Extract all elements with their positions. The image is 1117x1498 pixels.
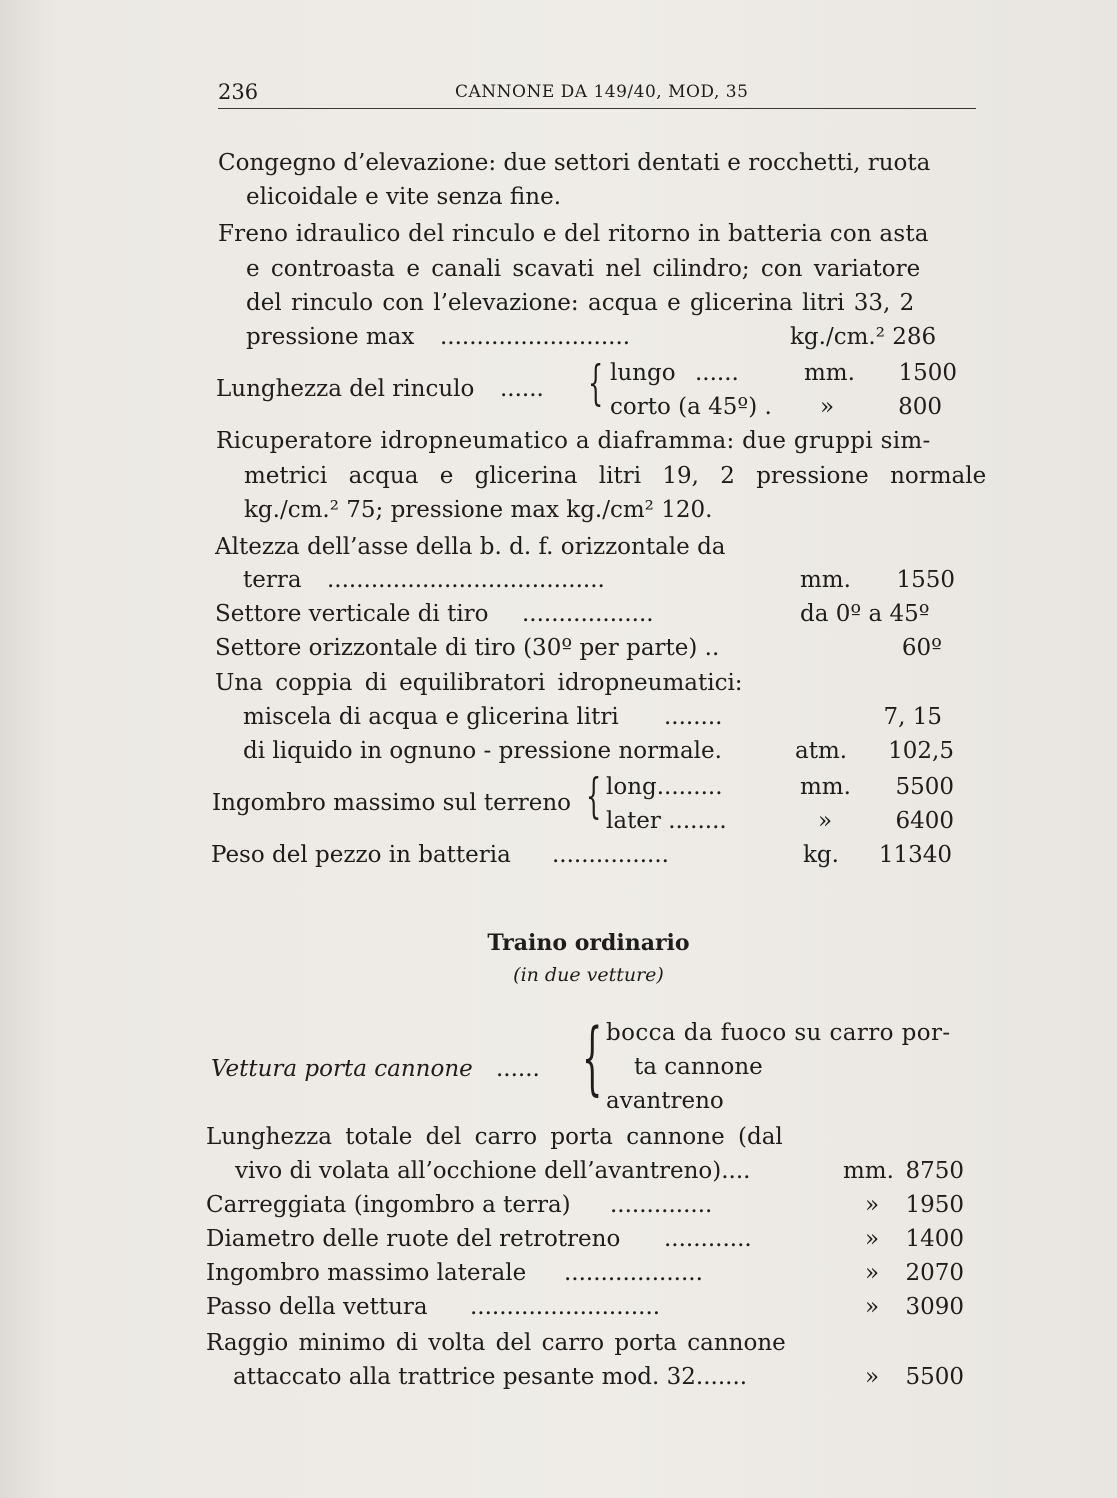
- unit: mm.: [843, 1158, 894, 1184]
- page-header: [218, 80, 976, 109]
- section-title: Traino ordinario: [487, 930, 690, 956]
- value: 1950: [905, 1192, 964, 1218]
- text-line: Peso del pezzo in batteria: [211, 842, 511, 868]
- leader-dots: ..........................: [440, 324, 631, 350]
- unit: kg.: [803, 842, 839, 868]
- text-line: e controasta e canali scavati nel cilindro; con variatore: [246, 256, 921, 282]
- unit: »: [818, 808, 833, 834]
- value: 1500: [898, 360, 957, 386]
- text-line: di liquido in ognuno - pressione normale.: [243, 738, 722, 764]
- line-text: Congegno d’elevazione: due settori dentati e rocchetti, ruota: [218, 150, 931, 176]
- text-line: Vettura porta cannone: [211, 1056, 473, 1082]
- text-line: ta cannone: [634, 1054, 763, 1080]
- unit: »: [865, 1294, 880, 1320]
- leader-dots: ......................................: [327, 567, 605, 593]
- leader-dots: ..................: [522, 601, 654, 627]
- section-subtitle: (in due vetture): [513, 964, 664, 986]
- unit: »: [865, 1260, 880, 1286]
- text-line: long.........: [606, 774, 723, 800]
- text-line: [218, 148, 975, 178]
- value: 60º: [901, 635, 942, 661]
- text-line: Carreggiata (ingombro a terra): [206, 1192, 571, 1218]
- unit: »: [865, 1226, 880, 1252]
- text-line: elicoidale e vite senza fine.: [246, 184, 562, 210]
- text-line: Lunghezza del rinculo: [216, 376, 475, 402]
- unit: »: [820, 394, 835, 420]
- brace: {: [586, 768, 602, 824]
- value: 102,5: [888, 738, 954, 764]
- text-line: kg./cm.² 75; pressione max kg./cm² 120.: [244, 497, 713, 523]
- leader-dots: ...................: [564, 1260, 703, 1286]
- leader-dots: ......: [496, 1056, 540, 1082]
- text-line: Settore orizzontale di tiro (30º per parte) ..: [215, 635, 720, 661]
- text-line: pressione max: [246, 324, 415, 350]
- brace: {: [588, 355, 604, 411]
- text-line: Ingombro massimo sul terreno: [212, 790, 572, 816]
- leader-dots: ........: [664, 704, 723, 730]
- leader-dots: ................: [552, 842, 669, 868]
- unit: mm.: [800, 567, 851, 593]
- text-line: miscela di acqua e glicerina litri: [243, 704, 619, 730]
- text-line: lungo: [610, 360, 676, 386]
- leader-dots: ..............: [610, 1192, 713, 1218]
- text-line: Altezza dell’asse della b. d. f. orizzontale da: [215, 534, 726, 560]
- value: 1400: [905, 1226, 964, 1252]
- text-line: attaccato alla trattrice pesante mod. 32.......: [233, 1364, 748, 1390]
- unit: mm.: [800, 774, 851, 800]
- text-line: vivo di volata all’occhione dell’avantreno)....: [235, 1158, 751, 1184]
- unit: »: [865, 1192, 880, 1218]
- value: 2070: [905, 1260, 964, 1286]
- text-line: Diametro delle ruote del retrotreno: [206, 1226, 621, 1252]
- value: 6400: [895, 808, 954, 834]
- text-line: avantreno: [606, 1088, 724, 1114]
- text-line: later ........: [606, 808, 727, 834]
- text-line: Raggio minimo di volta del carro porta cannone: [206, 1330, 786, 1356]
- text-line: terra: [243, 567, 302, 593]
- text-line: Ricuperatore idropneumatico a diaframma: due gruppi sim-: [216, 428, 931, 454]
- text-line: del rinculo con l’elevazione: acqua e glicerina litri 33, 2: [246, 290, 915, 316]
- text-line: Freno idraulico del rinculo e del ritorno in batteria con asta: [218, 221, 929, 247]
- value: 8750: [905, 1158, 964, 1184]
- text-line: Ingombro massimo laterale: [206, 1260, 527, 1286]
- running-title: CANNONE DA 149/40, MOD, 35: [455, 82, 749, 102]
- leader-dots: ......: [695, 360, 739, 386]
- brace: {: [582, 1011, 603, 1104]
- leader-dots: ............: [664, 1226, 752, 1252]
- value: da 0º a 45º: [800, 601, 930, 627]
- leader-dots: ..........................: [470, 1294, 661, 1320]
- page-number: 236: [218, 80, 259, 104]
- value: 1550: [896, 567, 955, 593]
- value: 5500: [905, 1364, 964, 1390]
- text-line: bocca da fuoco su carro por-: [606, 1020, 951, 1046]
- text-line: Settore verticale di tiro: [215, 601, 489, 627]
- value: kg./cm.² 286: [790, 324, 937, 350]
- value: 5500: [895, 774, 954, 800]
- value: 11340: [878, 842, 952, 868]
- leader-dots: ......: [500, 376, 544, 402]
- text-line: corto (a 45º) .: [610, 394, 772, 420]
- unit: »: [865, 1364, 880, 1390]
- text-line: metrici acqua e glicerina litri 19, 2 pressione normale: [244, 463, 987, 489]
- value: 3090: [905, 1294, 964, 1320]
- text-line: Lunghezza totale del carro porta cannone (dal: [206, 1124, 783, 1150]
- text-line: Passo della vettura: [206, 1294, 428, 1320]
- text-line: Una coppia di equilibratori idropneumatici:: [215, 670, 743, 696]
- value: 7, 15: [883, 704, 942, 730]
- unit: mm.: [804, 360, 855, 386]
- value: 800: [898, 394, 942, 420]
- unit: atm.: [795, 738, 848, 764]
